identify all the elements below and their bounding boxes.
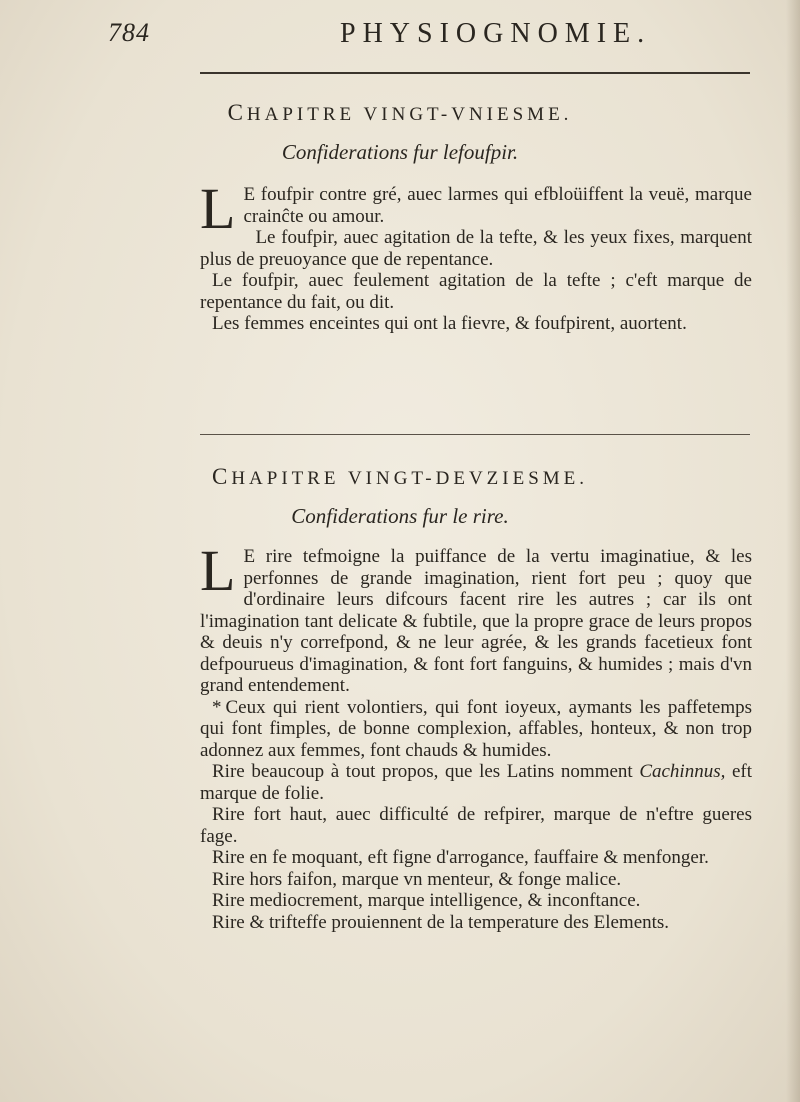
chapter-25-paragraph-text: E foufpir contre gré, auec larmes qui efbloüiffent la veuë, marque crainĉte ou amour. — [243, 184, 752, 227]
page-edge-shadow — [786, 0, 800, 1102]
chapter-26-paragraph — [200, 697, 752, 762]
chapter-25-paragraph: Le foufpir, auec agitation de la tefte, & les yeux fixes, marquent plus de preuoyance que de repentance. — [200, 227, 752, 270]
chapter-26-paragraph: Rire fort haut, auec difficulté de refpirer, marque de n'eftre gueres fage. — [200, 804, 752, 847]
chapter-26-paragraph-text: eft marque de folie. — [200, 761, 753, 804]
chapter-26-body — [200, 538, 753, 933]
chapter-26-subtitle: Confiderations fur le rire. — [291, 504, 509, 528]
running-title: PHYSIOGNOMIE. — [340, 18, 652, 49]
chapter-25-heading-cap: C — [227, 100, 247, 125]
chapter-26-heading-text: HAPITRE VINGT-DEVZIESME. — [231, 468, 589, 489]
chapter-26-drop-cap: L — [200, 538, 236, 603]
chapter-26-latin-word: Cachinnus, — [639, 761, 726, 782]
chapter-25-paragraph: Le foufpir, auec feulement agitation de la tefte ; c'eft marque de repentance du fait, ou dit. — [200, 270, 752, 313]
chapter-26-paragraph — [200, 538, 752, 697]
chapter-26-paragraph: Rire en fe moquant, eft figne d'arrogance, fauffaire & menfonger. — [212, 847, 709, 868]
chapter-25-heading-text: HAPITRE VINGT-VNIESME. — [246, 104, 573, 125]
chapter-26-paragraph-text: E rire tefmoigne la puiffance de la vertu imaginatiue, & les perfonnes de grande imagination, rient fort peu ; quoy que d'ordinaire leurs difcours facent rire les autres ; car ils ont l'imagination tant delicate & fubtile, que la propre grace de leurs propos & deuis n'y correfpond, & ne leur agrée, & les grands facetieux font defpourueus d'imagination, & font fort fanguins, & humides ; mais d'vn grand entendement. — [200, 546, 752, 696]
chapter-25-heading — [0, 100, 800, 126]
chapter-26-heading-cap: C — [211, 464, 232, 489]
chapter-25-body — [200, 176, 752, 335]
chapter-26-paragraph: Rire mediocrement, marque intelligence, & inconftance. — [212, 890, 641, 911]
chapter-26-paragraph: Rire hors faifon, marque vn menteur, & fonge malice. — [212, 868, 622, 890]
running-head — [108, 18, 748, 58]
chapter-25-drop-cap: L — [200, 176, 236, 241]
chapter-26-latin-prefix: Rire beaucoup à tout propos, que les Latins nomment — [212, 761, 633, 782]
chapter-26-paragraph: Rire & trifteffe prouiennent de la temperature des Elements. — [212, 911, 670, 933]
page-number: 784 — [108, 18, 150, 47]
chapter-26-paragraph-text: Ceux qui rient volontiers, qui font ioyeux, aymants les paffetemps qui font fimples, de bonne complexion, affables, honteux, & non trop adonnez aux femmes, font chauds & humides. — [200, 696, 752, 761]
chapter-26-heading — [0, 464, 800, 490]
chapter-26-paragraph — [200, 761, 752, 804]
chapter-separator-rule — [200, 434, 750, 435]
chapter-25-paragraph — [200, 176, 752, 241]
chapter-25-paragraph: Les femmes enceintes qui ont la fievre, & foufpirent, auortent. — [212, 313, 687, 334]
header-rule — [200, 72, 750, 74]
chapter-25-subtitle: Confiderations fur lefoufpir. — [281, 140, 519, 164]
footnote-asterisk: * — [212, 696, 222, 718]
